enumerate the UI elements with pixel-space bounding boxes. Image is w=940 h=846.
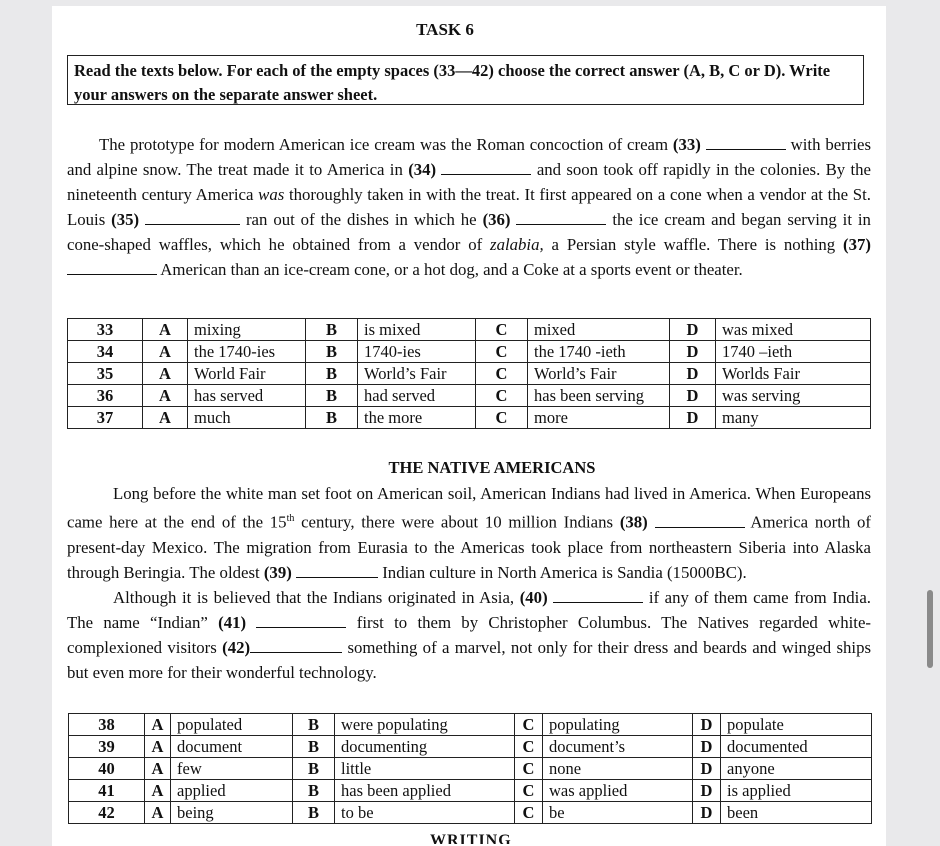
option-d: was mixed (716, 319, 871, 341)
option-b: has been applied (335, 780, 515, 802)
option-c: none (543, 758, 693, 780)
option-letter-c: C (476, 407, 528, 429)
option-a: much (188, 407, 306, 429)
option-letter-a: A (145, 802, 171, 824)
option-d: is applied (721, 780, 872, 802)
gap-number-34: (34) (408, 160, 437, 179)
table-row (68, 385, 871, 407)
gap-blank-39 (296, 562, 378, 578)
gap-blank-37 (67, 259, 157, 275)
text-segment: first to them by Christopher Columbus. The Natives regarded white-complexioned visitors (67, 612, 871, 657)
option-letter-a: A (143, 363, 188, 385)
question-number: 36 (68, 385, 143, 407)
table-row (69, 758, 872, 780)
superscript: th (286, 513, 295, 524)
option-d: documented (721, 736, 872, 758)
table-row (68, 363, 871, 385)
option-letter-b: B (306, 363, 358, 385)
gap-number-37: (37) (843, 235, 872, 254)
option-letter-a: A (143, 319, 188, 341)
option-a: few (171, 758, 293, 780)
italic-word: zalabia, (490, 235, 544, 254)
text-segment: Although it is believed that the Indians originated in Asia, (113, 587, 515, 607)
gap-number-36: (36) (482, 210, 511, 229)
option-d: many (716, 407, 871, 429)
option-b: documenting (335, 736, 515, 758)
text-segment: thoroughly taken in with the treat. It first appeared on a cone when a vendor at the St. Louis (67, 185, 871, 229)
option-letter-b: B (306, 385, 358, 407)
gap-number-41: (41) (218, 612, 247, 632)
option-letter-c: C (515, 780, 543, 802)
option-c: World’s Fair (528, 363, 670, 385)
option-a: document (171, 736, 293, 758)
option-letter-c: C (476, 385, 528, 407)
option-letter-a: A (145, 758, 171, 780)
option-letter-c: C (515, 758, 543, 780)
option-b: to be (335, 802, 515, 824)
text-segment: America north of present-day Mexico. The migration from Eurasia to the Americas took place from northeastern Siberia into Alaska through Beringia. The oldest (67, 512, 872, 582)
option-a: has served (188, 385, 306, 407)
gap-blank-42 (250, 637, 342, 653)
text-segment: ran out of the dishes in which he (245, 210, 477, 229)
next-section-heading: WRITING (430, 832, 512, 844)
text-segment: a Persian style waffle. There is nothing (551, 235, 836, 254)
option-letter-a: A (145, 714, 171, 736)
option-a: populated (171, 714, 293, 736)
scrollbar-thumb[interactable] (927, 590, 933, 668)
option-letter-d: D (670, 319, 716, 341)
option-letter-c: C (476, 363, 528, 385)
option-b: little (335, 758, 515, 780)
option-c: the 1740 -ieth (528, 341, 670, 363)
option-letter-a: A (145, 780, 171, 802)
gap-number-40: (40) (519, 587, 548, 607)
text-segment: American than an ice-cream cone, or a hot dog, and a Coke at a sports event or theater. (160, 260, 743, 279)
option-b: had served (358, 385, 476, 407)
gap-number-33: (33) (672, 135, 701, 154)
option-c: populating (543, 714, 693, 736)
gap-blank-35 (145, 209, 240, 225)
option-letter-c: C (515, 802, 543, 824)
gap-blank-41 (256, 612, 346, 628)
option-c: has been serving (528, 385, 670, 407)
text-segment: if any of them came from India. The name “Indian” (67, 587, 871, 632)
gap-number-39: (39) (263, 562, 292, 582)
option-c: be (543, 802, 693, 824)
gap-number-38: (38) (619, 512, 648, 532)
option-letter-d: D (670, 341, 716, 363)
option-c: document’s (543, 736, 693, 758)
text-segment: and soon took off rapidly in the colonies. By the nineteenth century America (67, 160, 872, 204)
option-letter-b: B (293, 736, 335, 758)
option-letter-b: B (306, 407, 358, 429)
question-number: 42 (69, 802, 145, 824)
table-row (68, 341, 871, 363)
option-letter-d: D (670, 407, 716, 429)
option-letter-b: B (293, 802, 335, 824)
option-letter-c: C (476, 341, 528, 363)
ice-cream-text (67, 132, 871, 282)
question-number: 35 (68, 363, 143, 385)
gap-blank-36 (516, 209, 606, 225)
option-letter-d: D (670, 363, 716, 385)
option-c: was applied (543, 780, 693, 802)
gap-blank-34 (441, 159, 531, 175)
option-c: more (528, 407, 670, 429)
option-d: was serving (716, 385, 871, 407)
option-b: 1740-ies (358, 341, 476, 363)
option-b: the more (358, 407, 476, 429)
option-c: mixed (528, 319, 670, 341)
option-letter-b: B (306, 341, 358, 363)
section-subtitle: THE NATIVE AMERICANS (388, 458, 596, 477)
option-b: is mixed (358, 319, 476, 341)
option-d: populate (721, 714, 872, 736)
option-letter-c: C (515, 736, 543, 758)
option-d: Worlds Fair (716, 363, 871, 385)
gap-number-42: (42) (222, 637, 251, 657)
options-table-2 (68, 713, 872, 824)
table-row (69, 780, 872, 802)
option-d: been (721, 802, 872, 824)
option-letter-d: D (670, 385, 716, 407)
option-letter-a: A (143, 385, 188, 407)
option-a: mixing (188, 319, 306, 341)
option-letter-c: C (515, 714, 543, 736)
question-number: 34 (68, 341, 143, 363)
gap-blank-40 (553, 587, 643, 603)
gap-blank-38 (655, 512, 745, 528)
option-b: World’s Fair (358, 363, 476, 385)
question-number: 38 (69, 714, 145, 736)
native-americans-text (67, 481, 871, 685)
option-b: were populating (335, 714, 515, 736)
table-row (69, 736, 872, 758)
option-letter-a: A (143, 341, 188, 363)
option-a: being (171, 802, 293, 824)
table-row (68, 319, 871, 341)
option-letter-a: A (145, 736, 171, 758)
text-segment: something of a marvel, not only for their dress and beards and winged ships but even more for their wonderful technology. (67, 637, 871, 682)
text-segment: Indian culture in North America is Sandia (15000BC). (382, 562, 747, 582)
option-letter-d: D (693, 780, 721, 802)
text-segment: The prototype for modern American ice cream was the Roman concoction of cream (99, 135, 669, 154)
text-segment: Long before the white man set foot on American soil, American Indians had lived in America. When Europeans came here at the end of the 15 (67, 484, 871, 532)
option-d: anyone (721, 758, 872, 780)
question-number: 37 (68, 407, 143, 429)
text-segment: the ice cream and began serving it in cone-shaped waffles, which he obtained from a vendor of (67, 210, 871, 254)
option-d: 1740 –ieth (716, 341, 871, 363)
text-segment: with berries and alpine snow. The treat made it to America in (67, 135, 871, 179)
table-row (68, 407, 871, 429)
question-number: 40 (69, 758, 145, 780)
question-number: 33 (68, 319, 143, 341)
option-letter-b: B (293, 758, 335, 780)
option-a: World Fair (188, 363, 306, 385)
option-letter-a: A (143, 407, 188, 429)
option-letter-b: B (293, 780, 335, 802)
option-letter-b: B (293, 714, 335, 736)
option-a: applied (171, 780, 293, 802)
question-number: 41 (69, 780, 145, 802)
option-letter-d: D (693, 714, 721, 736)
italic-word: was (258, 185, 285, 204)
option-letter-d: D (693, 758, 721, 780)
option-a: the 1740-ies (188, 341, 306, 363)
option-letter-d: D (693, 802, 721, 824)
table-row (69, 714, 872, 736)
text-segment: century, there were about 10 million Indians (301, 512, 614, 532)
gap-blank-33 (706, 134, 786, 150)
table-row (69, 802, 872, 824)
option-letter-d: D (693, 736, 721, 758)
option-letter-c: C (476, 319, 528, 341)
instructions-box: Read the texts below. For each of the empty spaces (33—42) choose the correct answer (A, B, C or D). Write your answers on the separate answer sheet. (67, 55, 864, 105)
question-number: 39 (69, 736, 145, 758)
options-table-1 (67, 318, 871, 429)
gap-number-35: (35) (111, 210, 140, 229)
option-letter-b: B (306, 319, 358, 341)
task-title: TASK 6 (416, 20, 474, 39)
